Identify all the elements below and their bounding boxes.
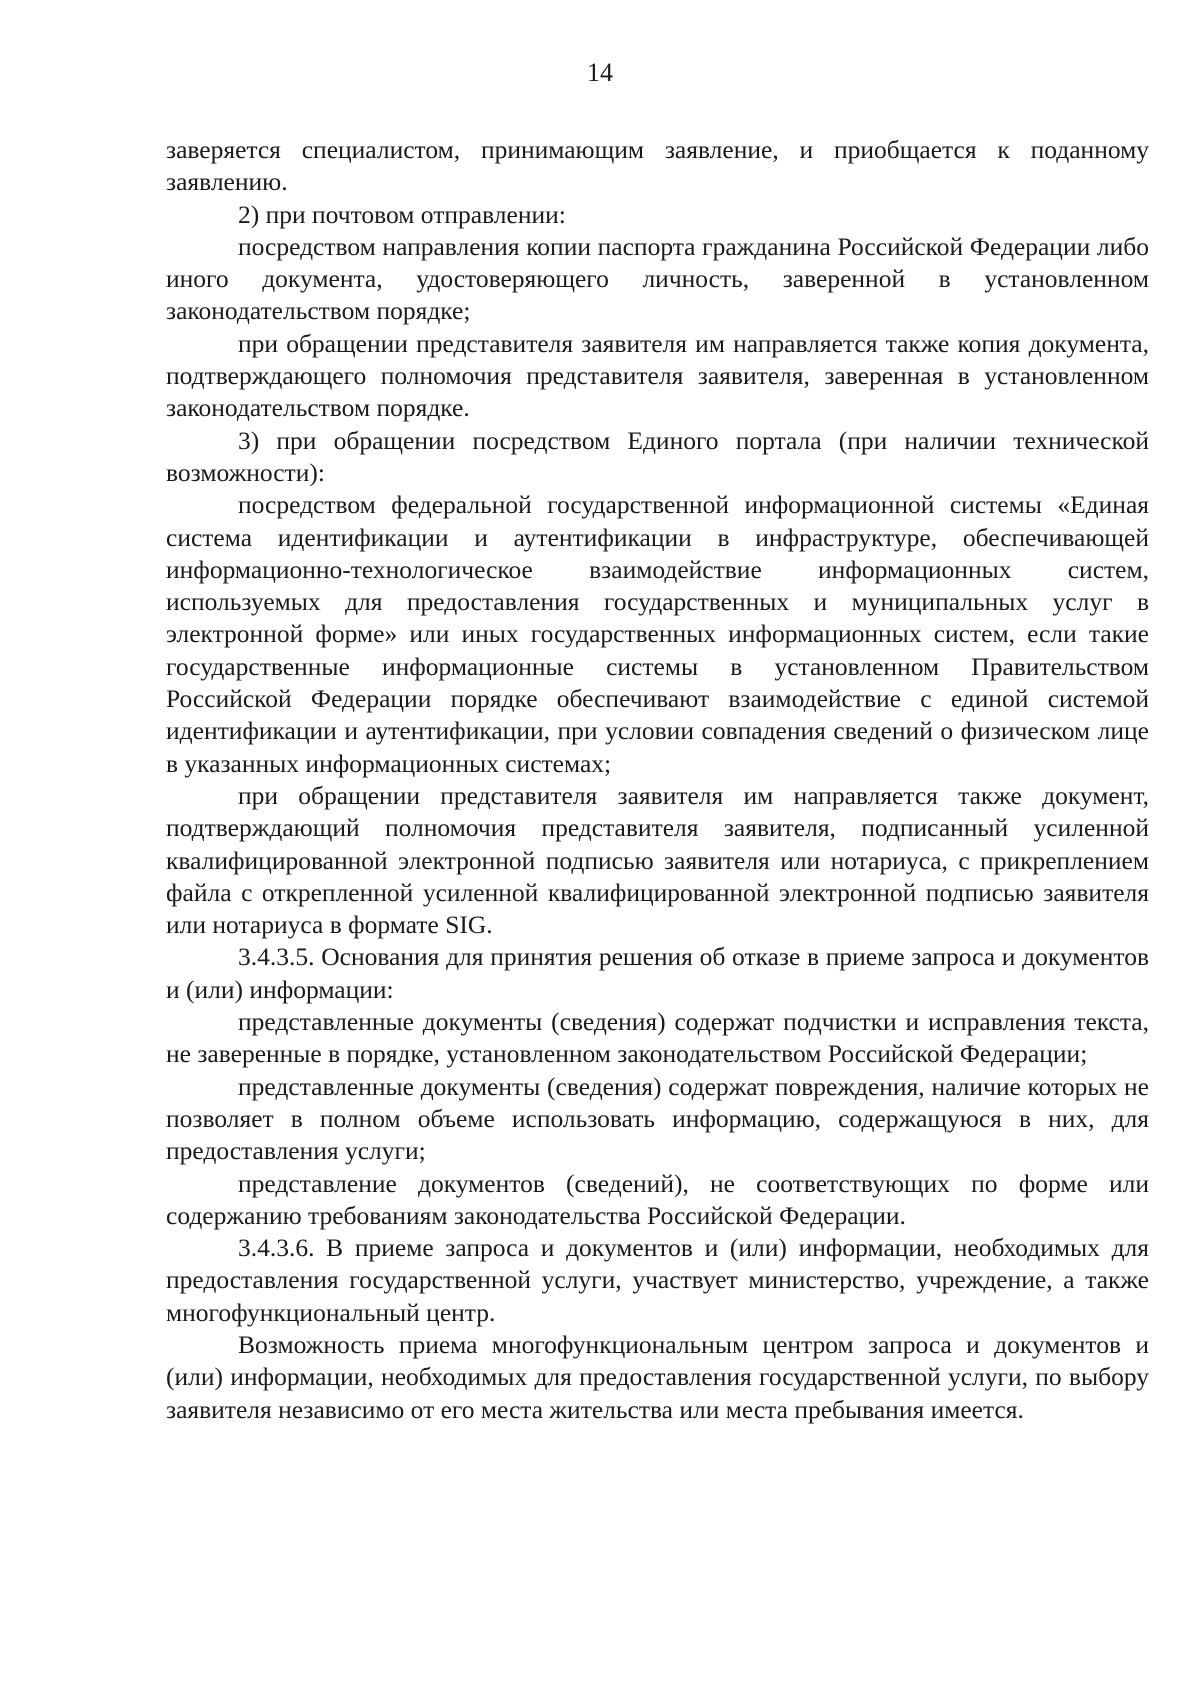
- paragraph-9: представленные документы (сведения) содержат подчистки и исправления текста, не заверенные в порядке, установленном законодательством Российской Федерации;: [166, 1007, 1149, 1069]
- paragraph-8: 3.4.3.5. Основания для принятия решения об отказе в приеме запроса и документов и (или) информации:: [166, 942, 1149, 1004]
- paragraph-10: представленные документы (сведения) содержат повреждения, наличие которых не позволяет в полном объеме использовать информацию, содержащуюся в них, для предоставления услуги;: [166, 1071, 1149, 1166]
- paragraph-2: 2) при почтовом отправлении:: [238, 199, 566, 229]
- paragraph-6: посредством федеральной государственной информационной системы «Единая система идентификации и аутентификации в инфраструктуре, обеспечивающей информационно-технологическое взаимодействие информационных систем, используемых для предоставления государственных и муниципальных услуг в электронной форме» или иных государственных информационных систем, если такие государственные информационные системы в установленном Правительством Российской Федерации порядке обеспечивают взаимодействие с единой системой идентификации и аутентификации, при условии совпадения сведений о физическом лице в указанных информационных системах;: [166, 490, 1149, 778]
- paragraph-13: Возможность приема многофункциональным центром запроса и документов и (или) информации, необходимых для предоставления государственной услуги, по выбору заявителя независимо от его места жительства или места пребывания имеется.: [166, 1329, 1149, 1424]
- paragraph-12: 3.4.3.6. В приеме запроса и документов и (или) информации, необходимых для предоставления государственной услуги, участвует министерство, учреждение, а также многофункциональный центр.: [166, 1233, 1149, 1327]
- page-number: 14: [587, 58, 613, 87]
- paragraph-4: при обращении представителя заявителя им направляется также копия документа, подтверждающего полномочия представителя заявителя, заверенная в установленном законодательством порядке.: [166, 328, 1149, 423]
- paragraph-11: представление документов (сведений), не соответствующих по форме или содержанию требованиям законодательства Российской Федерации.: [166, 1168, 1149, 1230]
- paragraph-7: при обращении представителя заявителя им направляется также документ, подтверждающий полномочия представителя заявителя, подписанный усиленной квалифицированной электронной подписью заявителя или нотариуса, с прикреплением файла с открепленной усиленной квалифицированной электронной подписью заявителя или нотариуса в формате SIG.: [166, 780, 1149, 940]
- paragraph-5: 3) при обращении посредством Единого портала (при наличии технической возможности):: [166, 425, 1149, 487]
- document-body: [166, 134, 1149, 1426]
- paragraph-3: посредством направления копии паспорта гражданина Российской Федерации либо иного документа, удостоверяющего личность, заверенной в установленном законодательством порядке;: [166, 231, 1149, 326]
- paragraph-1: заверяется специалистом, принимающим заявление, и приобщается к поданному заявлению.: [166, 135, 1149, 197]
